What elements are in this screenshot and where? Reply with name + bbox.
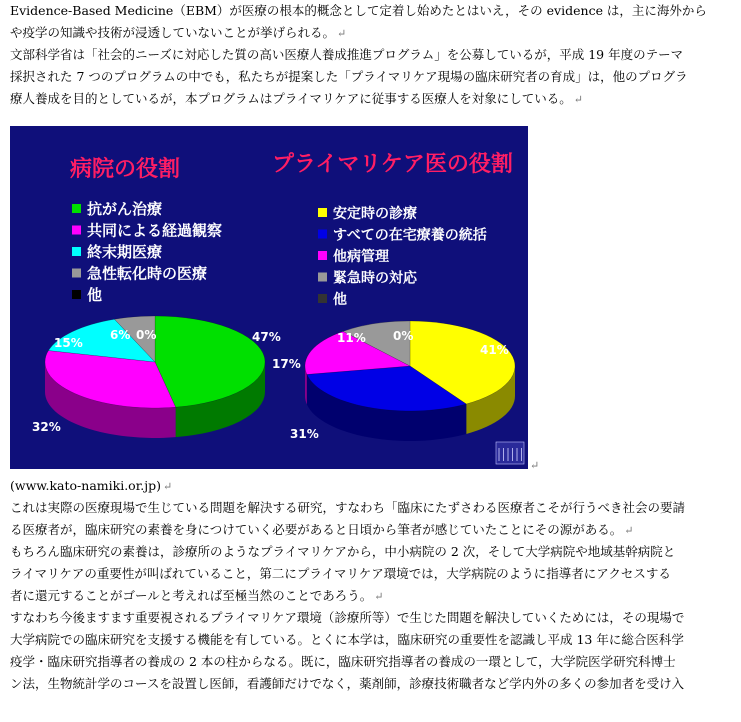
text-line-text: 療人養成を目的としているが，本プログラムはプライマリケアに従事する医療人を対象にしている。 <box>10 91 572 106</box>
text-line <box>10 585 741 607</box>
text-line <box>10 44 741 66</box>
text-line-text: Evidence-Based Medicine（EBM）が医療の根本的概念として定着し始めたとはいえ，その evidence は，主に海外から <box>10 3 707 18</box>
text-line <box>10 629 741 651</box>
legend-swatch <box>318 230 327 239</box>
text-line <box>10 607 741 629</box>
text-line-text: 大学病院での臨床研究を支援する機能を有している。とくに本学は，臨床研究の重要性を認識し平成 13 年に総合医科学 <box>10 632 684 647</box>
legend-label: すべての在宅療養の統括 <box>333 227 487 244</box>
legend-label: 緊急時の対応 <box>333 270 417 287</box>
legend-label: 急性転化時の医療 <box>87 264 208 283</box>
text-line <box>10 22 741 44</box>
text-line-text: これは実際の医療現場で生じている問題を解決する研究，すなわち「臨床にたずさわる医療者こそが行うべき社会の要請 <box>10 500 686 515</box>
paragraph-mark: ↵ <box>337 27 347 40</box>
text-line <box>10 497 741 519</box>
legend-label: 他 <box>87 286 103 304</box>
text-line-text: 者に還元することがゴールと考えれば至極当然のことであろう。 <box>10 588 373 603</box>
data-label: 6% <box>110 328 131 342</box>
legend-label: 終末期医療 <box>87 243 163 261</box>
data-label: 31% <box>290 427 319 441</box>
text-line-text: すなわち今後ますます重要視されるプライマリケア環境（診療所等）で生じた問題を解決していくためには，その現場で <box>10 610 685 625</box>
text-line-text: ライマリケアの重要性が叫ばれていること，第二にプライマリケア環境では，大学病院のように指導者にアクセスする <box>10 566 671 581</box>
text-line-text: ン法，生物統計学のコースを設置し医師，看護師だけでなく，薬剤師，診療技術職者など学内外の多くの参加者を受け入 <box>10 676 685 691</box>
legend-label: 安定時の診療 <box>333 206 417 222</box>
legend-swatch <box>318 273 327 282</box>
text-line-text: 採択された 7 つのプログラムの中でも，私たちが提案した「プライマリケア現場の臨床研究者の育成」は，他のプログラ <box>10 69 688 84</box>
figure-source <box>10 475 741 497</box>
text-line-text: もちろん臨床研究の素養は，診療所のようなプライマリケアから，中小病院の 2 次，そして大学病院や地域基幹病院と <box>10 544 676 559</box>
data-label: 0% <box>136 328 157 342</box>
text-line-text: や疫学の知識や技術が浸透していないことが挙げられる。 <box>10 25 336 40</box>
paragraph-mark: ↵ <box>374 590 384 603</box>
legend-label: 他 <box>333 292 347 308</box>
text-line <box>10 0 741 22</box>
text-line <box>10 541 741 563</box>
text-line-text: る医療者が，臨床研究の素養を身につけていく必要があると日頃から筆者が感じていたことにその源がある。 <box>10 522 623 537</box>
legend-label: 抗がん治療 <box>87 200 163 218</box>
text-line-text: 文部科学省は「社会的ニーズに対応した質の高い医療人養成推進プログラム」を公募しているが，平成 19 年度のテーマ <box>10 47 684 62</box>
data-label: 11% <box>337 331 366 345</box>
paragraph-mark: ↵ <box>624 524 634 537</box>
text-line <box>10 563 741 585</box>
logo-mark <box>496 442 524 464</box>
legend-swatch <box>72 290 81 299</box>
data-label: 47% <box>252 330 281 344</box>
legend-swatch <box>72 269 81 278</box>
legend-swatch <box>318 294 327 303</box>
legend-label: 他病管理 <box>333 249 389 265</box>
legend-swatch <box>72 204 81 213</box>
source-text: (www.kato-namiki.or.jp) <box>10 478 162 493</box>
chart-title: 病院の役割 <box>70 157 181 182</box>
pie-chart-figure <box>10 126 528 469</box>
paragraph-mark: ↵ <box>163 480 173 493</box>
legend-swatch <box>318 208 327 217</box>
legend-swatch <box>72 226 81 235</box>
data-label: 17% <box>272 357 301 371</box>
legend-swatch <box>318 251 327 260</box>
data-label: 32% <box>32 420 61 434</box>
text-line <box>10 66 741 88</box>
text-line-text: 疫学・臨床研究指導者の養成の 2 本の柱からなる。既に，臨床研究指導者の養成の一環として，大学院医学研究科博士 <box>10 654 676 669</box>
data-label: 41% <box>480 343 509 357</box>
legend-label: 共同による経過観察 <box>87 221 223 240</box>
paragraph-mark: ↵ <box>530 459 540 472</box>
paragraph-mark: ↵ <box>573 93 583 106</box>
text-line <box>10 88 741 110</box>
text-line <box>10 673 741 695</box>
text-line <box>10 519 741 541</box>
chart-title: プライマリケア医の役割 <box>272 152 513 177</box>
pie-charts-svg <box>10 126 528 469</box>
legend-swatch <box>72 247 81 256</box>
data-label: 0% <box>393 329 414 343</box>
data-label: 15% <box>54 336 83 350</box>
text-line <box>10 651 741 673</box>
